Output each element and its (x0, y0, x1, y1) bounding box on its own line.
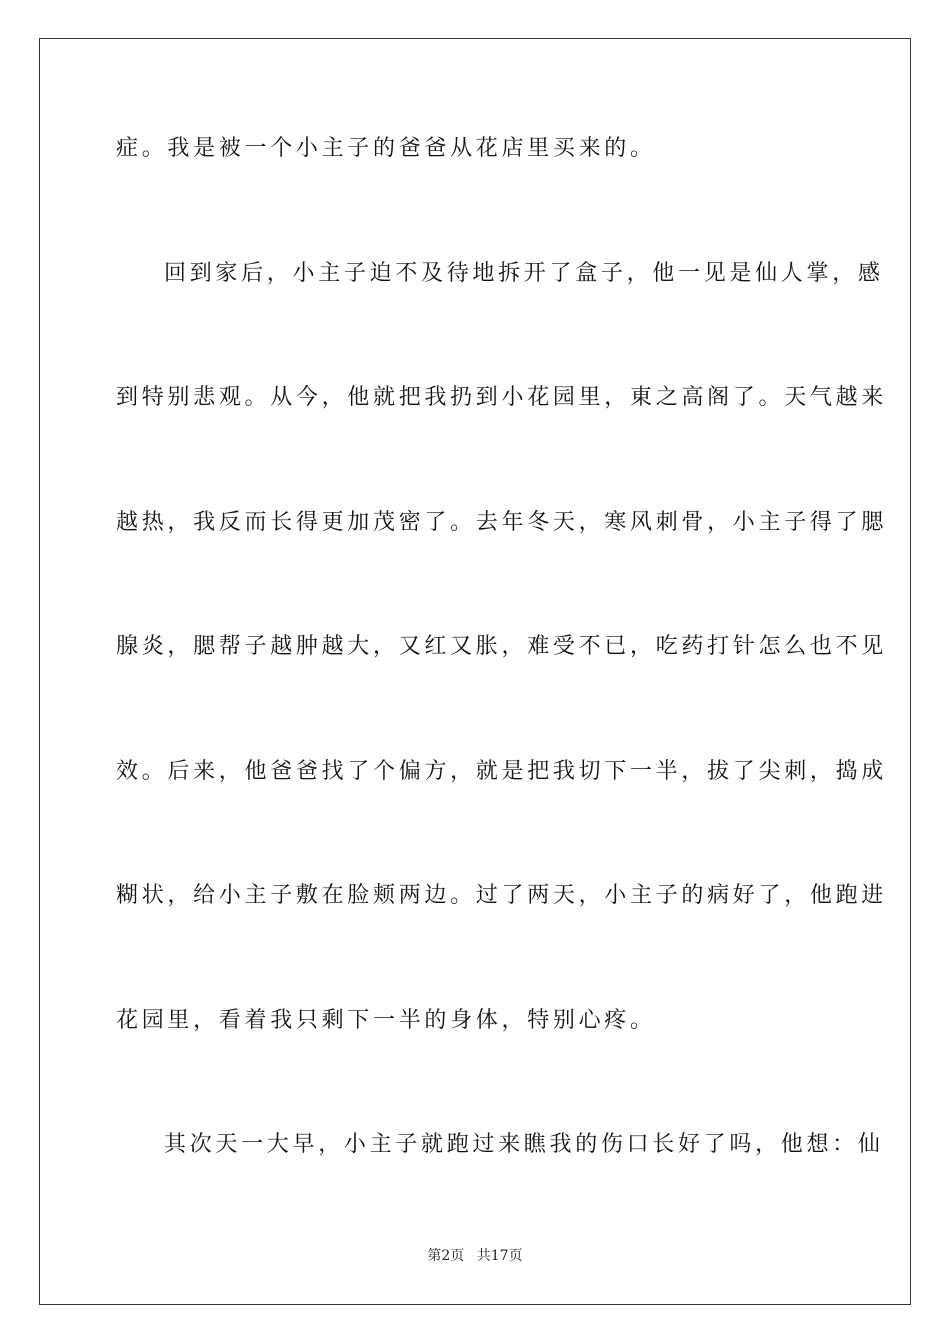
body-line-5: 腺炎，腮帮子越肿越大，又红又胀，难受不已，吃药打针怎么也不见 (116, 634, 888, 659)
body-line-7: 糊状，给小主子敷在脸颊两边。过了两天，小主子的病好了，他跑进 (116, 883, 888, 908)
page-total: 共17页 (476, 1248, 523, 1264)
body-line-3: 到特别悲观。从今，他就把我扔到小花园里，東之高阁了。天气越来 (116, 385, 888, 410)
body-line-4: 越热，我反而长得更加茂密了。去年冬天，寒风刺骨，小主子得了腮 (116, 510, 888, 535)
page-footer (0, 1246, 950, 1266)
page-border (39, 38, 911, 1305)
body-line-1: 症。我是被一个小主子的爸爸从花店里买来的。 (116, 136, 656, 161)
body-line-6: 效。后来，他爸爸找了个偏方，就是把我切下一半，拔了尖刺，捣成 (116, 759, 888, 784)
body-line-2: 回到家后，小主子迫不及待地拆开了盒子，他一见是仙人掌，感 (164, 261, 884, 286)
page-number: 第2页 (427, 1248, 465, 1264)
body-line-8: 花园里，看着我只剩下一半的身体，特别心疼。 (116, 1008, 656, 1033)
body-line-9: 其次天一大早，小主子就跑过来瞧我的伤口长好了吗，他想：仙 (164, 1132, 884, 1157)
